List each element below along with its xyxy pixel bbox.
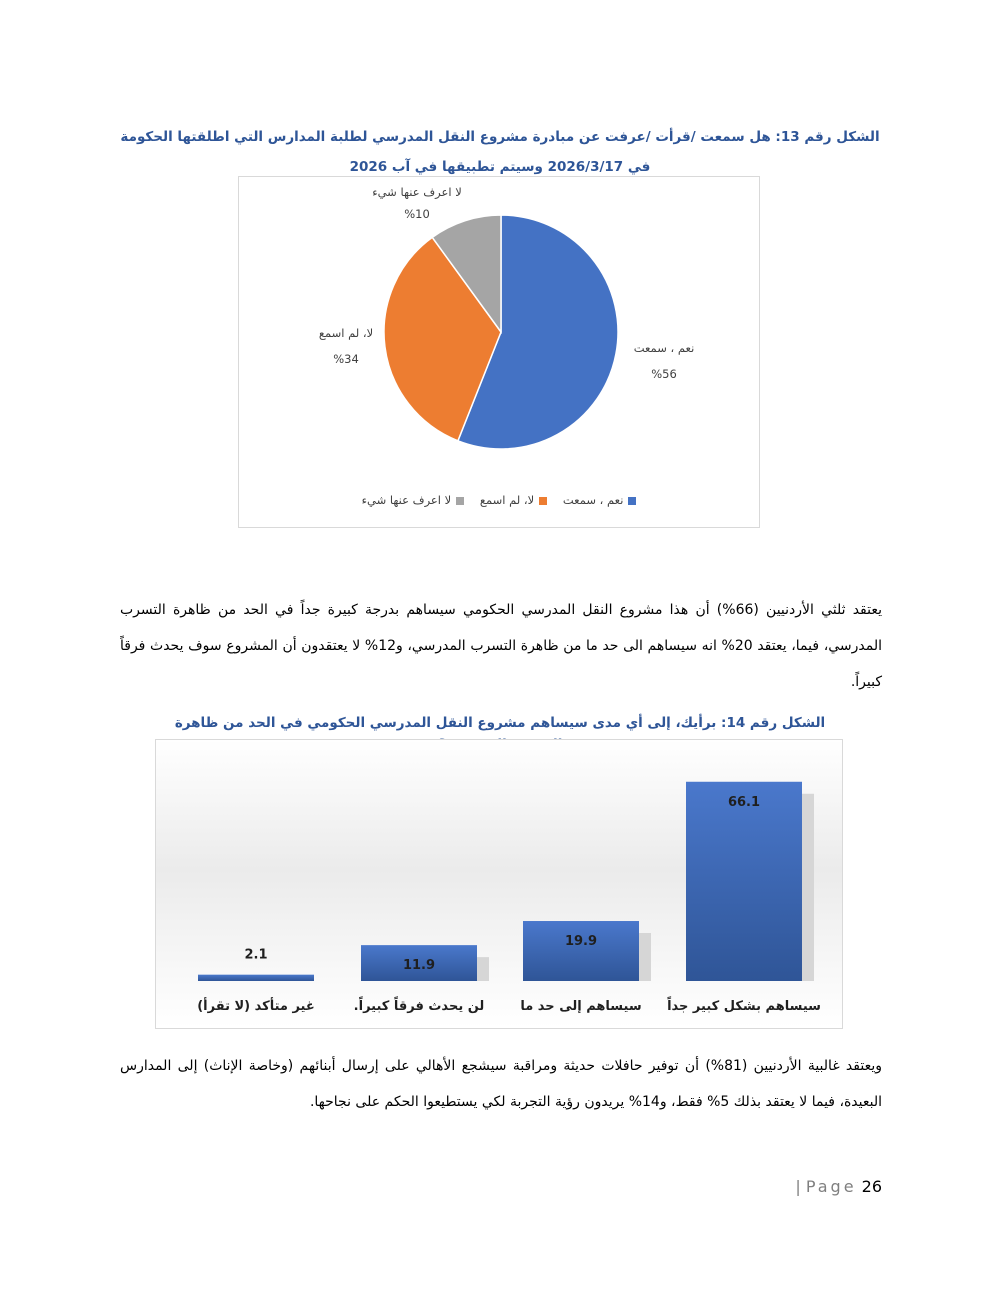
- bar-chart: [156, 740, 844, 1030]
- pie-label-dont-know-name: لا اعرف عنها شيء: [372, 185, 462, 199]
- pie-label-dont-know-value: %10: [404, 207, 430, 221]
- pie-label-not-heard-name: لا، لم اسمع: [318, 326, 374, 340]
- bar-large-contribution: [686, 782, 802, 981]
- pie-label-heard-name: نعم ، سمعت: [633, 341, 695, 355]
- bar-category-label: سيساهم بشكل كبير جداً: [667, 999, 821, 1014]
- legend-item-heard: نعم ، سمعت: [563, 493, 637, 507]
- paragraph-2: ويعتقد غالبية الأردنيين (81%) أن توفير حافلات حديثة ومراقبة سيشجع الأهالي على إرسال أبنائهم (وخاصة الإناث) إلى المدارس البعيدة، فيما لا يعتقد بذلك 5% فقط، و14% يريدون رؤية التجربة لكي يستطيعوا الحكم على نجاحها.: [120, 1058, 882, 1110]
- footer-separator: |: [795, 1177, 801, 1196]
- pie-label-not-heard: [291, 322, 401, 370]
- pie-label-heard-value: %56: [651, 367, 677, 381]
- bar-category-label: سيساهم إلى حد ما: [520, 999, 642, 1014]
- bar-value-label: 66.1: [727, 794, 761, 810]
- bar-shadow: [477, 957, 489, 981]
- bar-category-label: غير متأكد (لا تقرأ): [197, 999, 315, 1014]
- figure-14-caption: الشكل رقم 14: برأيك، إلى أي مدى سيساهم مشروع النقل المدرسي الحكومي في الحد من ظاهرة: [174, 715, 826, 731]
- bar-value-label: 19.9: [564, 934, 598, 950]
- page-number: 26: [861, 1177, 882, 1196]
- bar-shadow: [639, 933, 651, 981]
- pie-label-not-heard-value: %34: [333, 352, 359, 366]
- bar-shadow: [802, 794, 814, 981]
- pie-chart-frame: [238, 176, 760, 528]
- footer-page-word: Page: [805, 1177, 857, 1196]
- bar-category-label: لن يحدث فرقاً كبيراً.: [353, 999, 485, 1014]
- pie-label-dont-know: [357, 181, 477, 225]
- legend-item-not-heard: لا، لم اسمع: [480, 493, 547, 507]
- pie-legend: [239, 493, 759, 507]
- bar-not-sure: [198, 975, 314, 981]
- bar-value-label: 2.1: [244, 947, 268, 963]
- page-footer: [700, 1176, 882, 1198]
- pie-label-heard: [609, 337, 719, 385]
- bar-some-contribution: [523, 921, 639, 981]
- bar-value-label: 11.9: [402, 958, 436, 974]
- legend-item-dont-know: لا اعرف عنها شيء: [362, 493, 465, 507]
- paragraph-1: يعتقد ثلثي الأردنيين (66%) أن هذا مشروع النقل المدرسي الحكومي سيساهم بدرجة كبيرة جداً في الحد من ظاهرة التسرب المدرسي، فيما، يعتقد 20% انه سيساهم الى حد ما من ظاهرة التسرب المدرسي، و12% لا يعتقدون أن المشروع سوف يحدث فرقاً كبيراً.: [120, 602, 882, 690]
- figure-13-caption: الشكل رقم 13: هل سمعت /قرأت /عرفت عن مبادرة مشروع النقل المدرسي لطلبة المدارس التي اطلقتها الحكومة في 2026/3/17 وسيتم تطبيقها في آب 2026: [120, 129, 880, 175]
- bar-chart-frame: [155, 739, 843, 1029]
